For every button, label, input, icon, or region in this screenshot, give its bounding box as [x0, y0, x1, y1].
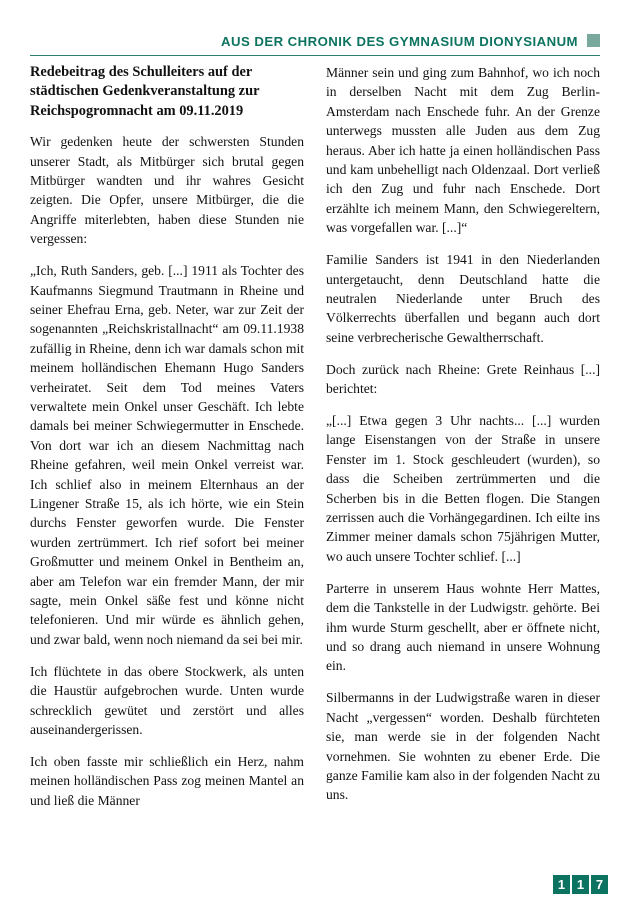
folio-digit: 1 [553, 875, 570, 894]
folio-digit: 7 [591, 875, 608, 894]
header-square-icon [587, 34, 600, 47]
paragraph: Silbermanns in der Ludwigstraße waren in dieser Nacht „vergessen“ worden. Deshalb fürchteten sie, man werde sie in der folgenden Nacht vornehmen. Sie wohnten zu ebener Erde. Die ganze Familie kam also in der folgenden Nacht zu uns. [326, 690, 600, 803]
page-number-folio [553, 875, 608, 894]
article-title: Redebeitrag des Schulleiters auf der städtischen Gedenkveranstaltung zur Reichspogromnacht am 09.11.2019 [30, 64, 260, 119]
paragraph: Männer sein und ging zum Bahnhof, wo ich noch in derselben Nacht mit dem Zug Berlin-Amsterdam nach Enschede fuhr. An der Grenze unterwegs mussten alle Juden aus dem Zug heraus. Aber ich hatte ja einen holländischen Pass und kam unbehelligt nach Oldenzaal. Dort verließ ich den Zug und fuhr nach Enschede. Dort erzählte ich meinem Mann, den Schwiegereltern, was vorgefallen war. [...]“ [326, 65, 600, 236]
running-head [30, 26, 600, 56]
two-column-body [30, 63, 600, 853]
header-rule-divider [30, 55, 600, 56]
paragraph: „Ich, Ruth Sanders, geb. [...] 1911 als Tochter des Kaufmanns Siegmund Trautmann in Rheine und seiner Ehefrau Erna, geb. Neter, war zur Zeit der sogenannten „Reichskristallnacht“ am 09.11.1938 zufällig in Rheine, denn ich war damals schon mit meinem holländischen Ehemann Hugo Sanders verheiratet. Seit dem Tod meines Vaters verwaltete mein Onkel unser Geschäft. Ich lebte damals bei meiner Schwiegermutter in Enschede. Von dort war ich an diesem Nachmittag nach Rheine gefahren, weil mein Onkel verreist war. Ich schlief also in meinem Elternhaus an der Lingener Straße 15, als ich hörte, wie ein Stein durchs Fenster geworfen wurde. Die Fenster wurden zertrümmert. Ich rief sofort bei meiner Großmutter und meinem Onkel in Bentheim an, aber am Telefon war ein fremder Mann, der mir sagte, mein Onkel säße fest und könne nicht telefonieren. Und mir würde es ähnlich gehen, und zwar bald, wenn noch niemand da sei bei mir. [30, 263, 304, 647]
right-column [326, 63, 600, 853]
running-head-text: AUS DER CHRONIK DES GYMNASIUM DIONYSIANUM [221, 33, 578, 49]
paragraph: Parterre in unserem Haus wohnte Herr Mattes, dem die Tankstelle in der Ludwigstr. gehörte. Bei ihm wurde Sturm geschellt, aber er öffnete nicht, und so drang auch niemand in unsere Wohnung ein. [326, 580, 600, 674]
folio-digit: 1 [572, 875, 589, 894]
paragraph: „[...] Etwa gegen 3 Uhr nachts... [...] wurden lange Eisenstangen von der Straße in unsere Fenster im 1. Stock geschleudert (wurden), so dass die Scheiben zertrümmerten und die Scherben bis in die Betten flogen. Die Stangen zerrissen auch die Vorhängegardinen. Ich eilte ins Zimmer meiner damals schon 75jährigen Mutter, wo auch unsere Tochter schlief. [...] [326, 413, 600, 564]
left-column [30, 63, 304, 853]
paragraph: Wir gedenken heute der schwersten Stunden unserer Stadt, als Mitbürger sich brutal gegen Mitbürger wandten und ihr wahres Gesicht zeigten. Die Opfer, unsere Mitbürger, die die Angriffe miterlebten, haben diese Stunden nie vergessen: [30, 134, 304, 247]
paragraph: Ich flüchtete in das obere Stockwerk, als unten die Haustür aufgebrochen wurde. Unten wurde schrecklich gewütet und zerstört und alles auseinandergerissen. [30, 663, 304, 737]
paragraph: Familie Sanders ist 1941 in den Niederlanden untergetaucht, denn Deutschland hatte die neutralen Niederlande unter Bruch des Völkerrechts überfallen und begann auch dort seine verbrecherische Gewaltherrschaft. [326, 252, 600, 345]
paragraph: Doch zurück nach Rheine: Grete Reinhaus [...] berichtet: [326, 361, 600, 397]
paragraph: Ich oben fasste mir schließlich ein Herz, nahm meinen holländischen Pass zog meinen Mantel an und ließ die Männer [30, 753, 304, 808]
